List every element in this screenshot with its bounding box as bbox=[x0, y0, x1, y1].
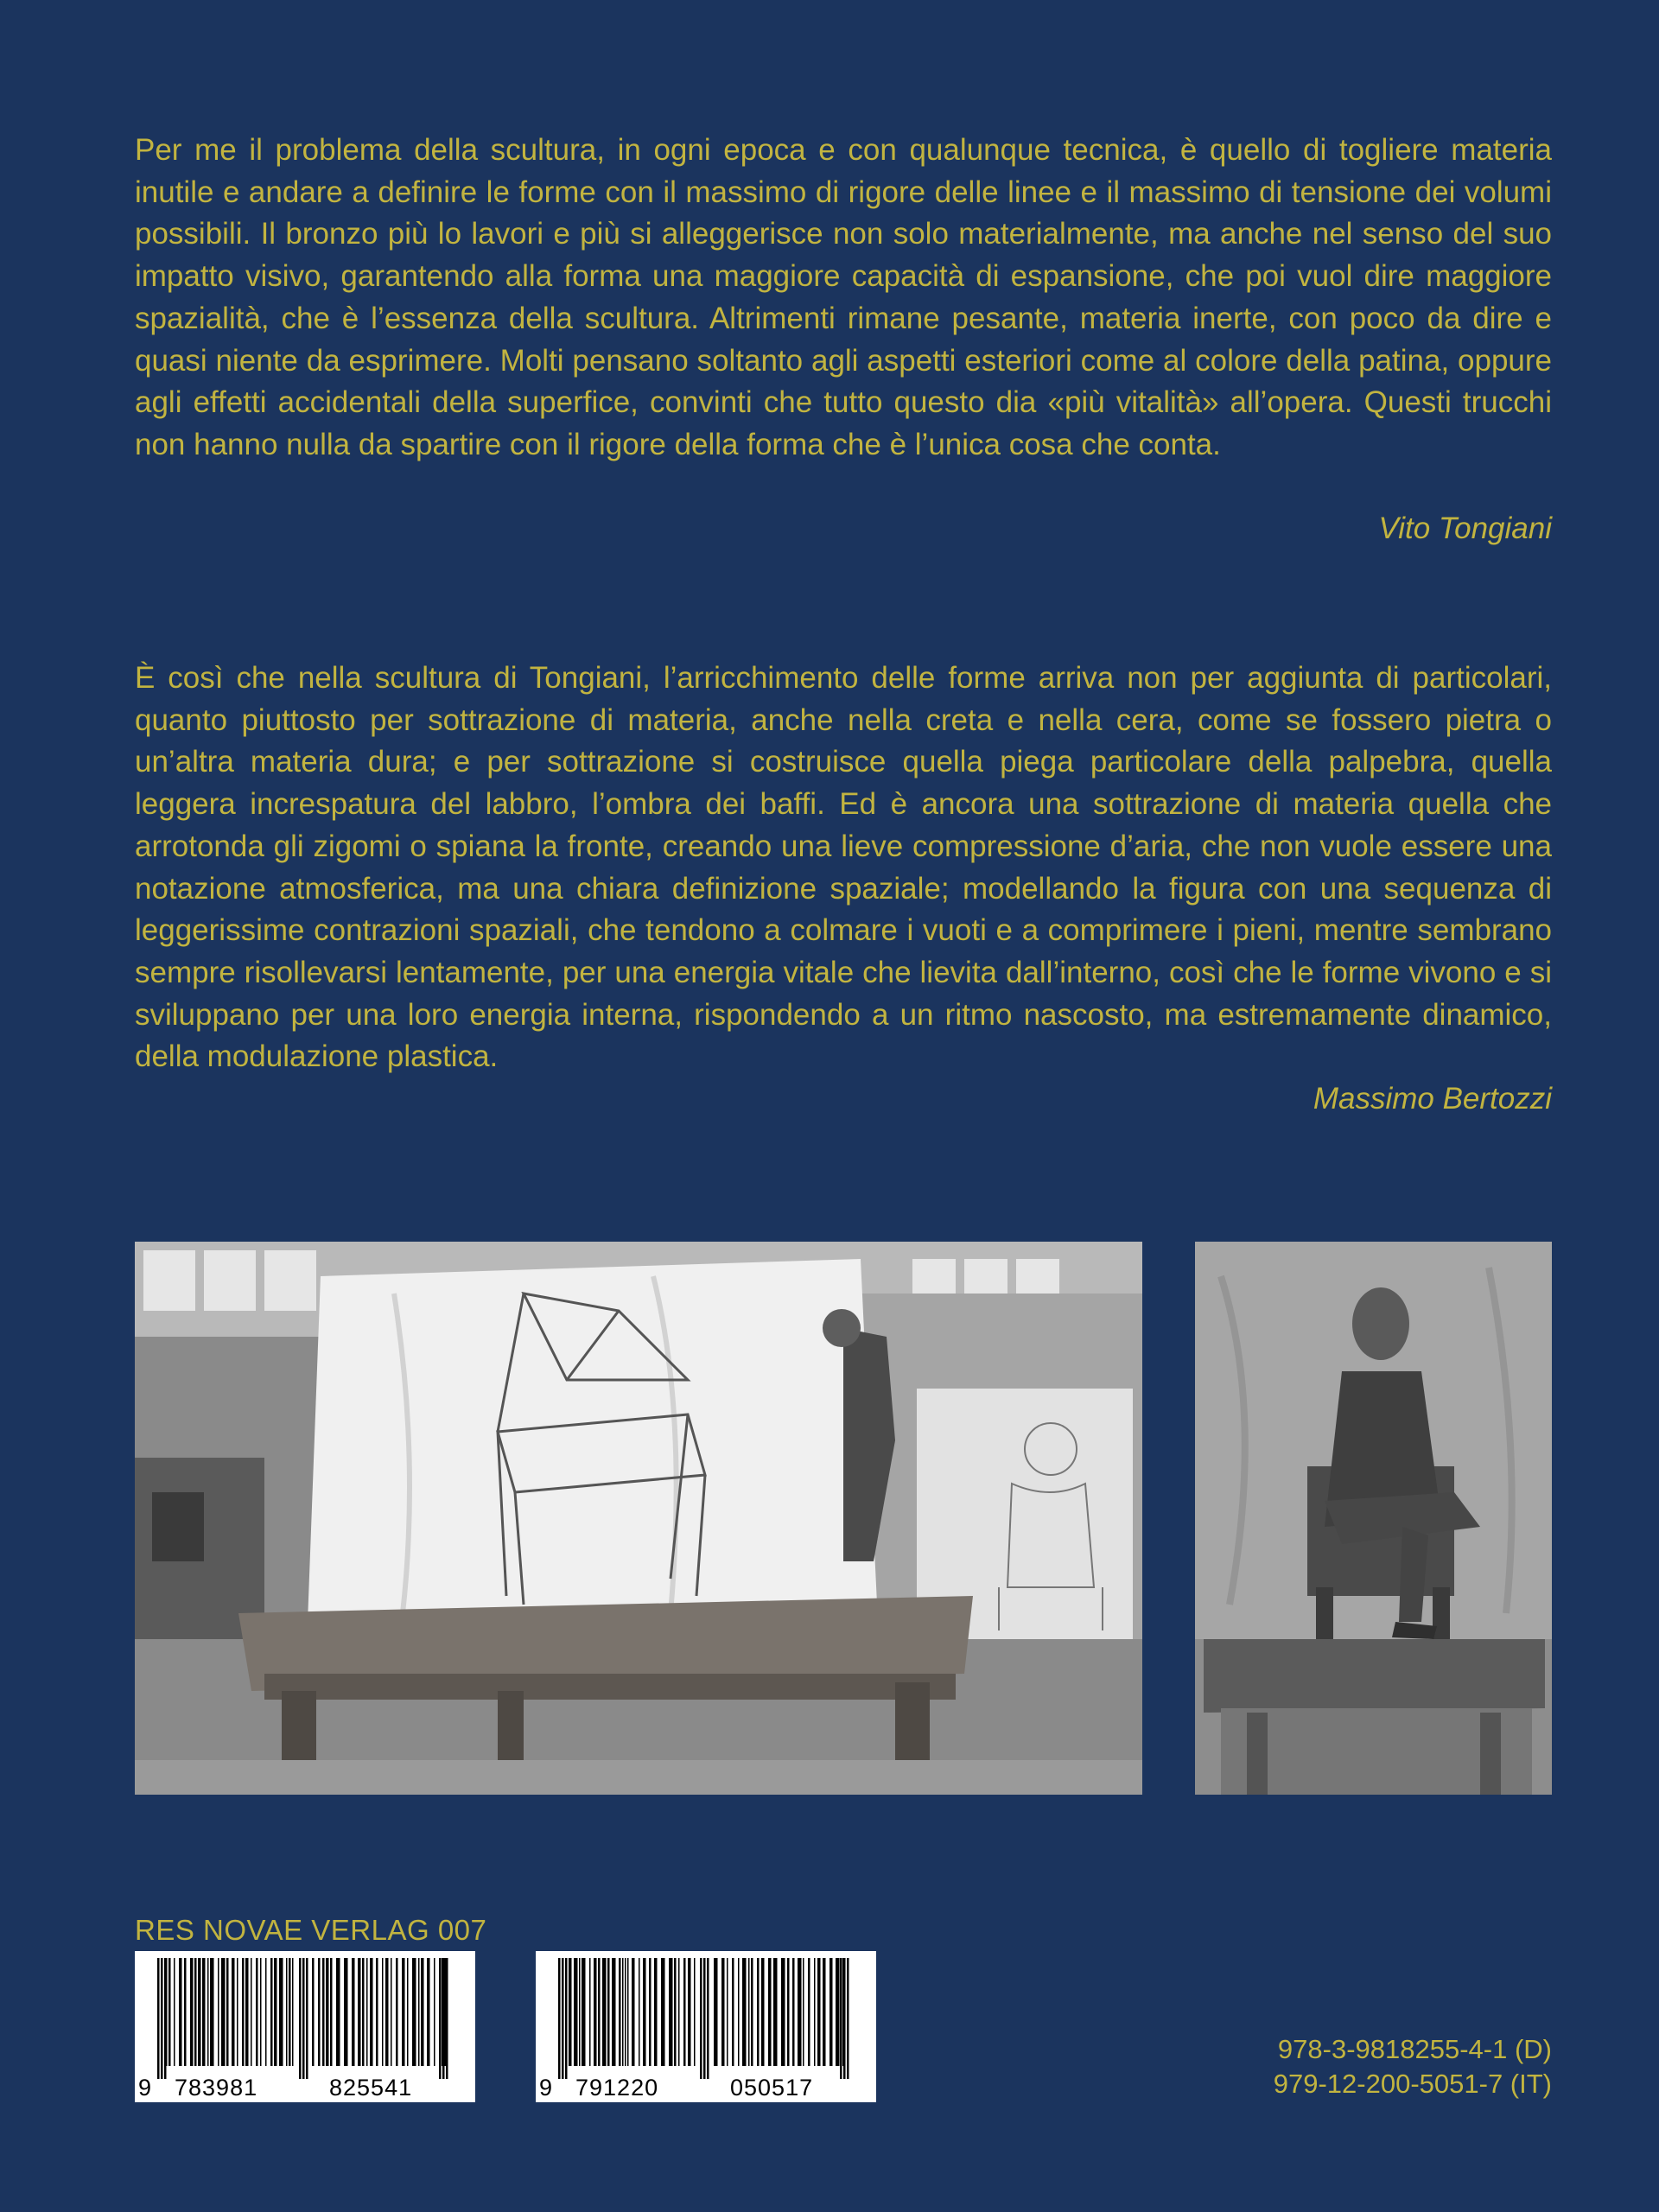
barcode-digit-lead: 9 bbox=[539, 2075, 553, 2101]
barcode-digits-right: 050517 bbox=[730, 2075, 814, 2101]
isbn-it: 979-12-200-5051-7 (IT) bbox=[1273, 2069, 1552, 2099]
barcode-bars-icon bbox=[536, 1951, 876, 2079]
barcode-it bbox=[536, 1951, 876, 2102]
quote-author-tongiani: Vito Tongiani bbox=[1378, 512, 1552, 545]
barcode-bars-icon bbox=[135, 1951, 475, 2079]
statue-photo bbox=[1195, 1242, 1552, 1795]
isbn-de: 978-3-9818255-4-1 (D) bbox=[1277, 2034, 1552, 2064]
barcode-de bbox=[135, 1951, 475, 2102]
barcode-digits-left: 783981 bbox=[175, 2075, 258, 2101]
studio-photo bbox=[135, 1242, 1142, 1795]
barcode-digit-lead: 9 bbox=[138, 2075, 152, 2101]
quote-text-bertozzi: È così che nella scultura di Tongiani, l’arricchimento delle forme arriva non per aggiunta di particolari, quanto piuttosto per sottrazione di materia, anche nella creta e nella cera, come se fossero pietra o un’altra materia dura; e per sottrazione si costruisce quella piega particolare della palpebra, quella leggera increspatura del labbro, l’ombra dei baffi. Ed è ancora una sottrazione di materia quella che arrotonda gli zigomi o spiana la fronte, creando una lieve compressione d’aria, che non vuole essere una notazione atmosferica, ma una chiara definizione spaziale; modellando la figura con una sequenza di leggerissime contrazioni spaziali, che tendono a colmare i vuoti e a comprimere i pieni, mentre sembrano sempre risollevarsi lentamente, per una energia vitale che lievita dall’interno, così che le forme vivono e si sviluppano per una loro energia interna, rispondendo a un ritmo nascosto, ma estremamente dinamico, della modulazione plastica. bbox=[135, 661, 1552, 1074]
publisher-label: RES NOVAE VERLAG 007 bbox=[135, 1914, 487, 1946]
barcode-digits-right: 825541 bbox=[329, 2075, 413, 2101]
quote-author-bertozzi: Massimo Bertozzi bbox=[1313, 1082, 1552, 1116]
barcode-digits-left: 791220 bbox=[575, 2075, 659, 2101]
quote-text-tongiani: Per me il problema della scultura, in ogni epoca e con qualunque tecnica, è quello di togliere materia inutile e andare a definire le forme con il massimo di rigore delle linee e il massimo di tensione dei volumi possibili. Il bronzo più lo lavori e più si alleggerisce non solo materialmente, ma anche nel senso del suo impatto visivo, garantendo alla forma una maggiore capacità di espansione, che poi vuol dire maggiore spazialità, che è l’essenza della scultura. Altrimenti rimane pesante, materia inerte, con poco da dire e quasi niente da esprimere. Molti pensano soltanto agli aspetti esteriori come al colore della patina, oppure agli effetti accidentali della superfice, convinti che tutto questo dia «più vitalità» all’opera. Questi trucchi non hanno nulla da spartire con il rigore della forma che è l’unica cosa che conta. bbox=[135, 133, 1552, 461]
